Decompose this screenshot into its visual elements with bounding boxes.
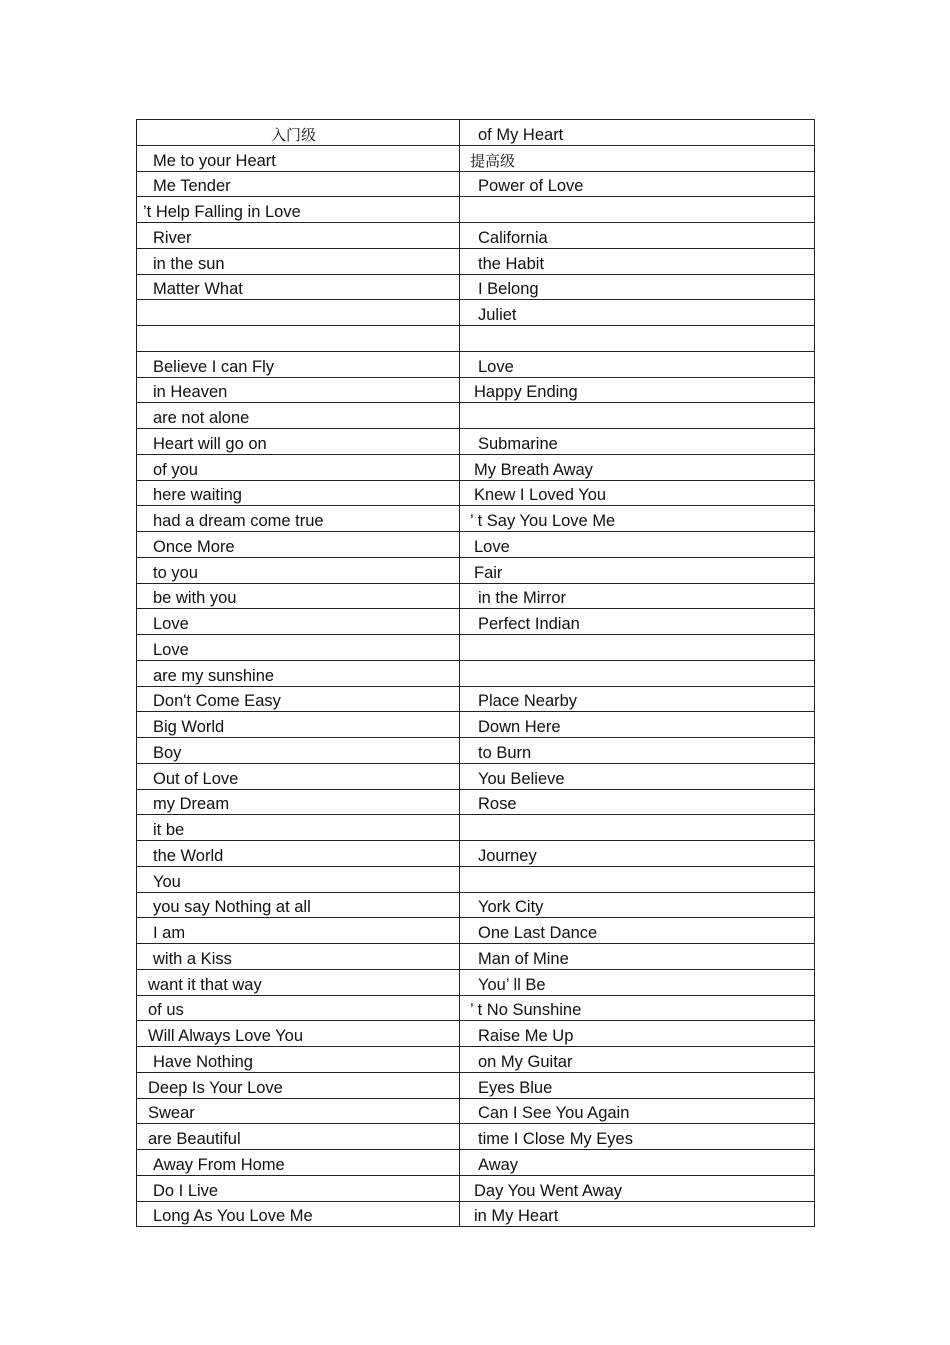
song-cell-left [137,171,460,197]
song-title: had a dream come true [153,512,324,530]
song-title: Man of Mine [478,949,569,968]
song-cell-left [137,480,460,506]
song-title: are Beautiful [148,1130,241,1148]
song-title: Once More [153,537,235,556]
song-cell-left [137,351,460,377]
song-cell-left [137,815,460,841]
song-list-body [137,120,815,1227]
song-cell-right [460,506,815,532]
song-cell-right [460,1098,815,1124]
song-cell-right [460,635,815,661]
song-title: One Last Dance [478,924,598,942]
song-title: of My Heart [478,125,564,144]
song-title: to Burn [478,743,532,762]
song-cell-right [460,1124,815,1150]
song-cell-left [137,223,460,249]
table-row [137,171,815,197]
song-title: want it that way [148,975,262,994]
song-cell-left [137,1175,460,1201]
song-cell-right [460,1021,815,1047]
song-title: Down Here [478,718,561,736]
song-cell-right [460,197,815,223]
table-row [137,841,815,867]
song-cell-left [137,429,460,455]
song-cell-right [460,1150,815,1176]
song-cell-right [460,609,815,635]
song-title: York City [478,898,544,917]
song-title: Heart will go on [153,434,267,453]
song-title: you say Nothing at all [153,898,311,917]
song-cell-left [137,660,460,686]
song-cell-right [460,480,815,506]
song-title: You Believe [478,769,565,788]
song-cell-right [460,1047,815,1073]
song-title: Believe I can Fly [153,357,275,376]
song-title: Knew I Loved You [474,486,607,505]
song-title: 提高级 [470,151,516,170]
song-cell-left [137,763,460,789]
song-cell-left [137,1047,460,1073]
song-cell-right [460,866,815,892]
song-title: it be [153,821,185,839]
song-title: Perfect Indian [478,615,580,633]
song-title: Juliet [478,306,517,324]
song-cell-right [460,300,815,326]
song-cell-left [137,892,460,918]
song-cell-left [137,944,460,970]
table-row [137,557,815,583]
song-title: Will Always Love You [148,1027,304,1045]
song-cell-right [460,738,815,764]
song-title: Big World [153,718,225,736]
table-row [137,969,815,995]
song-title: ’ t Say You Love Me [470,512,616,530]
song-cell-right [460,223,815,249]
table-row [137,403,815,429]
song-cell-right [460,892,815,918]
song-title: Me Tender [153,177,231,196]
song-cell-left [137,1021,460,1047]
table-row [137,274,815,300]
song-cell-left [137,1150,460,1176]
song-title: Boy [153,743,182,762]
song-cell-left [137,609,460,635]
song-cell-right [460,660,815,686]
song-cell-left [137,326,460,352]
song-cell-right [460,686,815,712]
song-title: of us [148,1001,184,1020]
table-row [137,326,815,352]
table-row [137,1098,815,1124]
song-cell-left [137,120,460,146]
song-title: My Breath Away [474,460,593,479]
song-cell-right [460,557,815,583]
table-row [137,995,815,1021]
song-cell-right [460,763,815,789]
song-title: Can I See You Again [478,1104,630,1123]
song-title: be with you [153,589,237,608]
table-row [137,480,815,506]
song-cell-left [137,145,460,171]
table-row [137,918,815,944]
song-cell-right [460,1201,815,1227]
table-row [137,532,815,558]
song-cell-right [460,841,815,867]
song-title: in the sun [153,254,225,273]
table-row [137,609,815,635]
table-row [137,866,815,892]
table-row [137,454,815,480]
song-cell-right [460,583,815,609]
song-cell-right [460,969,815,995]
song-title: in Heaven [153,383,228,402]
song-title: Have Nothing [153,1052,253,1071]
song-title: Don't Come Easy [153,692,281,711]
song-cell-right [460,944,815,970]
song-title: Love [153,640,189,659]
song-title: the World [153,846,224,865]
song-title: Eyes Blue [478,1078,553,1097]
song-cell-left [137,274,460,300]
song-cell-left [137,712,460,738]
song-cell-left [137,532,460,558]
song-title: Power of Love [478,177,584,196]
song-title: are my sunshine [153,666,275,685]
song-title: Fair [474,563,503,582]
song-cell-left [137,248,460,274]
song-cell-left [137,738,460,764]
table-row [137,583,815,609]
song-title: I am [153,924,186,942]
song-cell-right [460,326,815,352]
table-row [137,892,815,918]
song-cell-left [137,969,460,995]
table-row [137,1201,815,1227]
song-title: Swear [148,1104,195,1123]
song-cell-left [137,300,460,326]
song-cell-left [137,686,460,712]
table-row [137,1072,815,1098]
song-cell-left [137,377,460,403]
table-row [137,789,815,815]
song-cell-right [460,171,815,197]
song-title: Do I Live [153,1181,219,1200]
table-row [137,1124,815,1150]
song-cell-right [460,248,815,274]
table-row [137,712,815,738]
song-title: in the Mirror [478,589,567,608]
song-title: ’t Help Falling in Love [143,203,301,221]
song-title: Long As You Love Me [153,1207,313,1226]
song-cell-right [460,403,815,429]
song-cell-right [460,274,815,300]
song-title: 入门级 [271,125,317,144]
song-cell-left [137,197,460,223]
table-row [137,738,815,764]
song-cell-left [137,557,460,583]
song-title: Away From Home [153,1155,285,1174]
song-title: of you [153,460,198,479]
song-cell-left [137,506,460,532]
song-cell-right [460,1175,815,1201]
song-cell-left [137,583,460,609]
table-row [137,223,815,249]
song-cell-right [460,532,815,558]
song-title: You’ ll Be [478,975,546,994]
table-row [137,506,815,532]
table-row [137,1047,815,1073]
song-cell-left [137,841,460,867]
song-title: ’ t No Sunshine [470,1001,582,1020]
song-title: Love [153,615,189,633]
song-cell-right [460,918,815,944]
table-row [137,377,815,403]
song-title: Love [478,357,514,376]
song-title: with a Kiss [153,949,232,968]
song-cell-left [137,1072,460,1098]
table-row [137,763,815,789]
song-title: are not alone [153,409,250,427]
song-title: on My Guitar [478,1052,573,1071]
song-title: Me to your Heart [153,151,276,170]
song-title: to you [153,563,198,582]
table-row [137,1021,815,1047]
table-row [137,1150,815,1176]
song-cell-right [460,789,815,815]
song-title: I Belong [478,280,539,299]
song-title: Raise Me Up [478,1027,574,1045]
song-title: in My Heart [474,1207,559,1226]
song-title: You [153,872,181,891]
song-cell-left [137,1098,460,1124]
table-row [137,660,815,686]
song-cell-right [460,712,815,738]
table-row [137,635,815,661]
song-cell-right [460,995,815,1021]
song-title: Rose [478,795,517,814]
song-cell-left [137,403,460,429]
song-title: Deep Is Your Love [148,1078,283,1097]
song-title: Submarine [478,434,558,453]
table-row [137,197,815,223]
song-cell-right [460,351,815,377]
song-cell-left [137,635,460,661]
song-title: River [153,228,192,247]
table-row [137,686,815,712]
song-cell-left [137,789,460,815]
song-cell-left [137,918,460,944]
song-cell-right [460,454,815,480]
song-title: Journey [478,846,537,865]
table-row [137,120,815,146]
song-cell-right [460,429,815,455]
song-title: California [478,228,548,247]
song-cell-left [137,866,460,892]
song-cell-left [137,995,460,1021]
song-title: Matter What [153,280,243,299]
song-title: Happy Ending [474,383,578,402]
song-title: Love [474,537,510,556]
table-row [137,248,815,274]
song-title: the Habit [478,254,545,273]
song-cell-left [137,454,460,480]
song-title: Away [478,1155,519,1174]
song-cell-right [460,145,815,171]
song-cell-right [460,1072,815,1098]
song-cell-right [460,815,815,841]
song-list-table [136,119,815,1227]
table-row [137,815,815,841]
song-cell-right [460,377,815,403]
song-title: Place Nearby [478,692,578,711]
song-title: Day You Went Away [474,1181,622,1200]
table-row [137,1175,815,1201]
song-title: here waiting [153,486,242,505]
table-row [137,351,815,377]
song-cell-right [460,120,815,146]
table-row [137,145,815,171]
song-cell-left [137,1124,460,1150]
table-row [137,300,815,326]
table-row [137,944,815,970]
song-title: my Dream [153,795,230,814]
song-cell-left [137,1201,460,1227]
song-title: Out of Love [153,769,239,788]
song-title: time I Close My Eyes [478,1130,633,1148]
table-row [137,429,815,455]
